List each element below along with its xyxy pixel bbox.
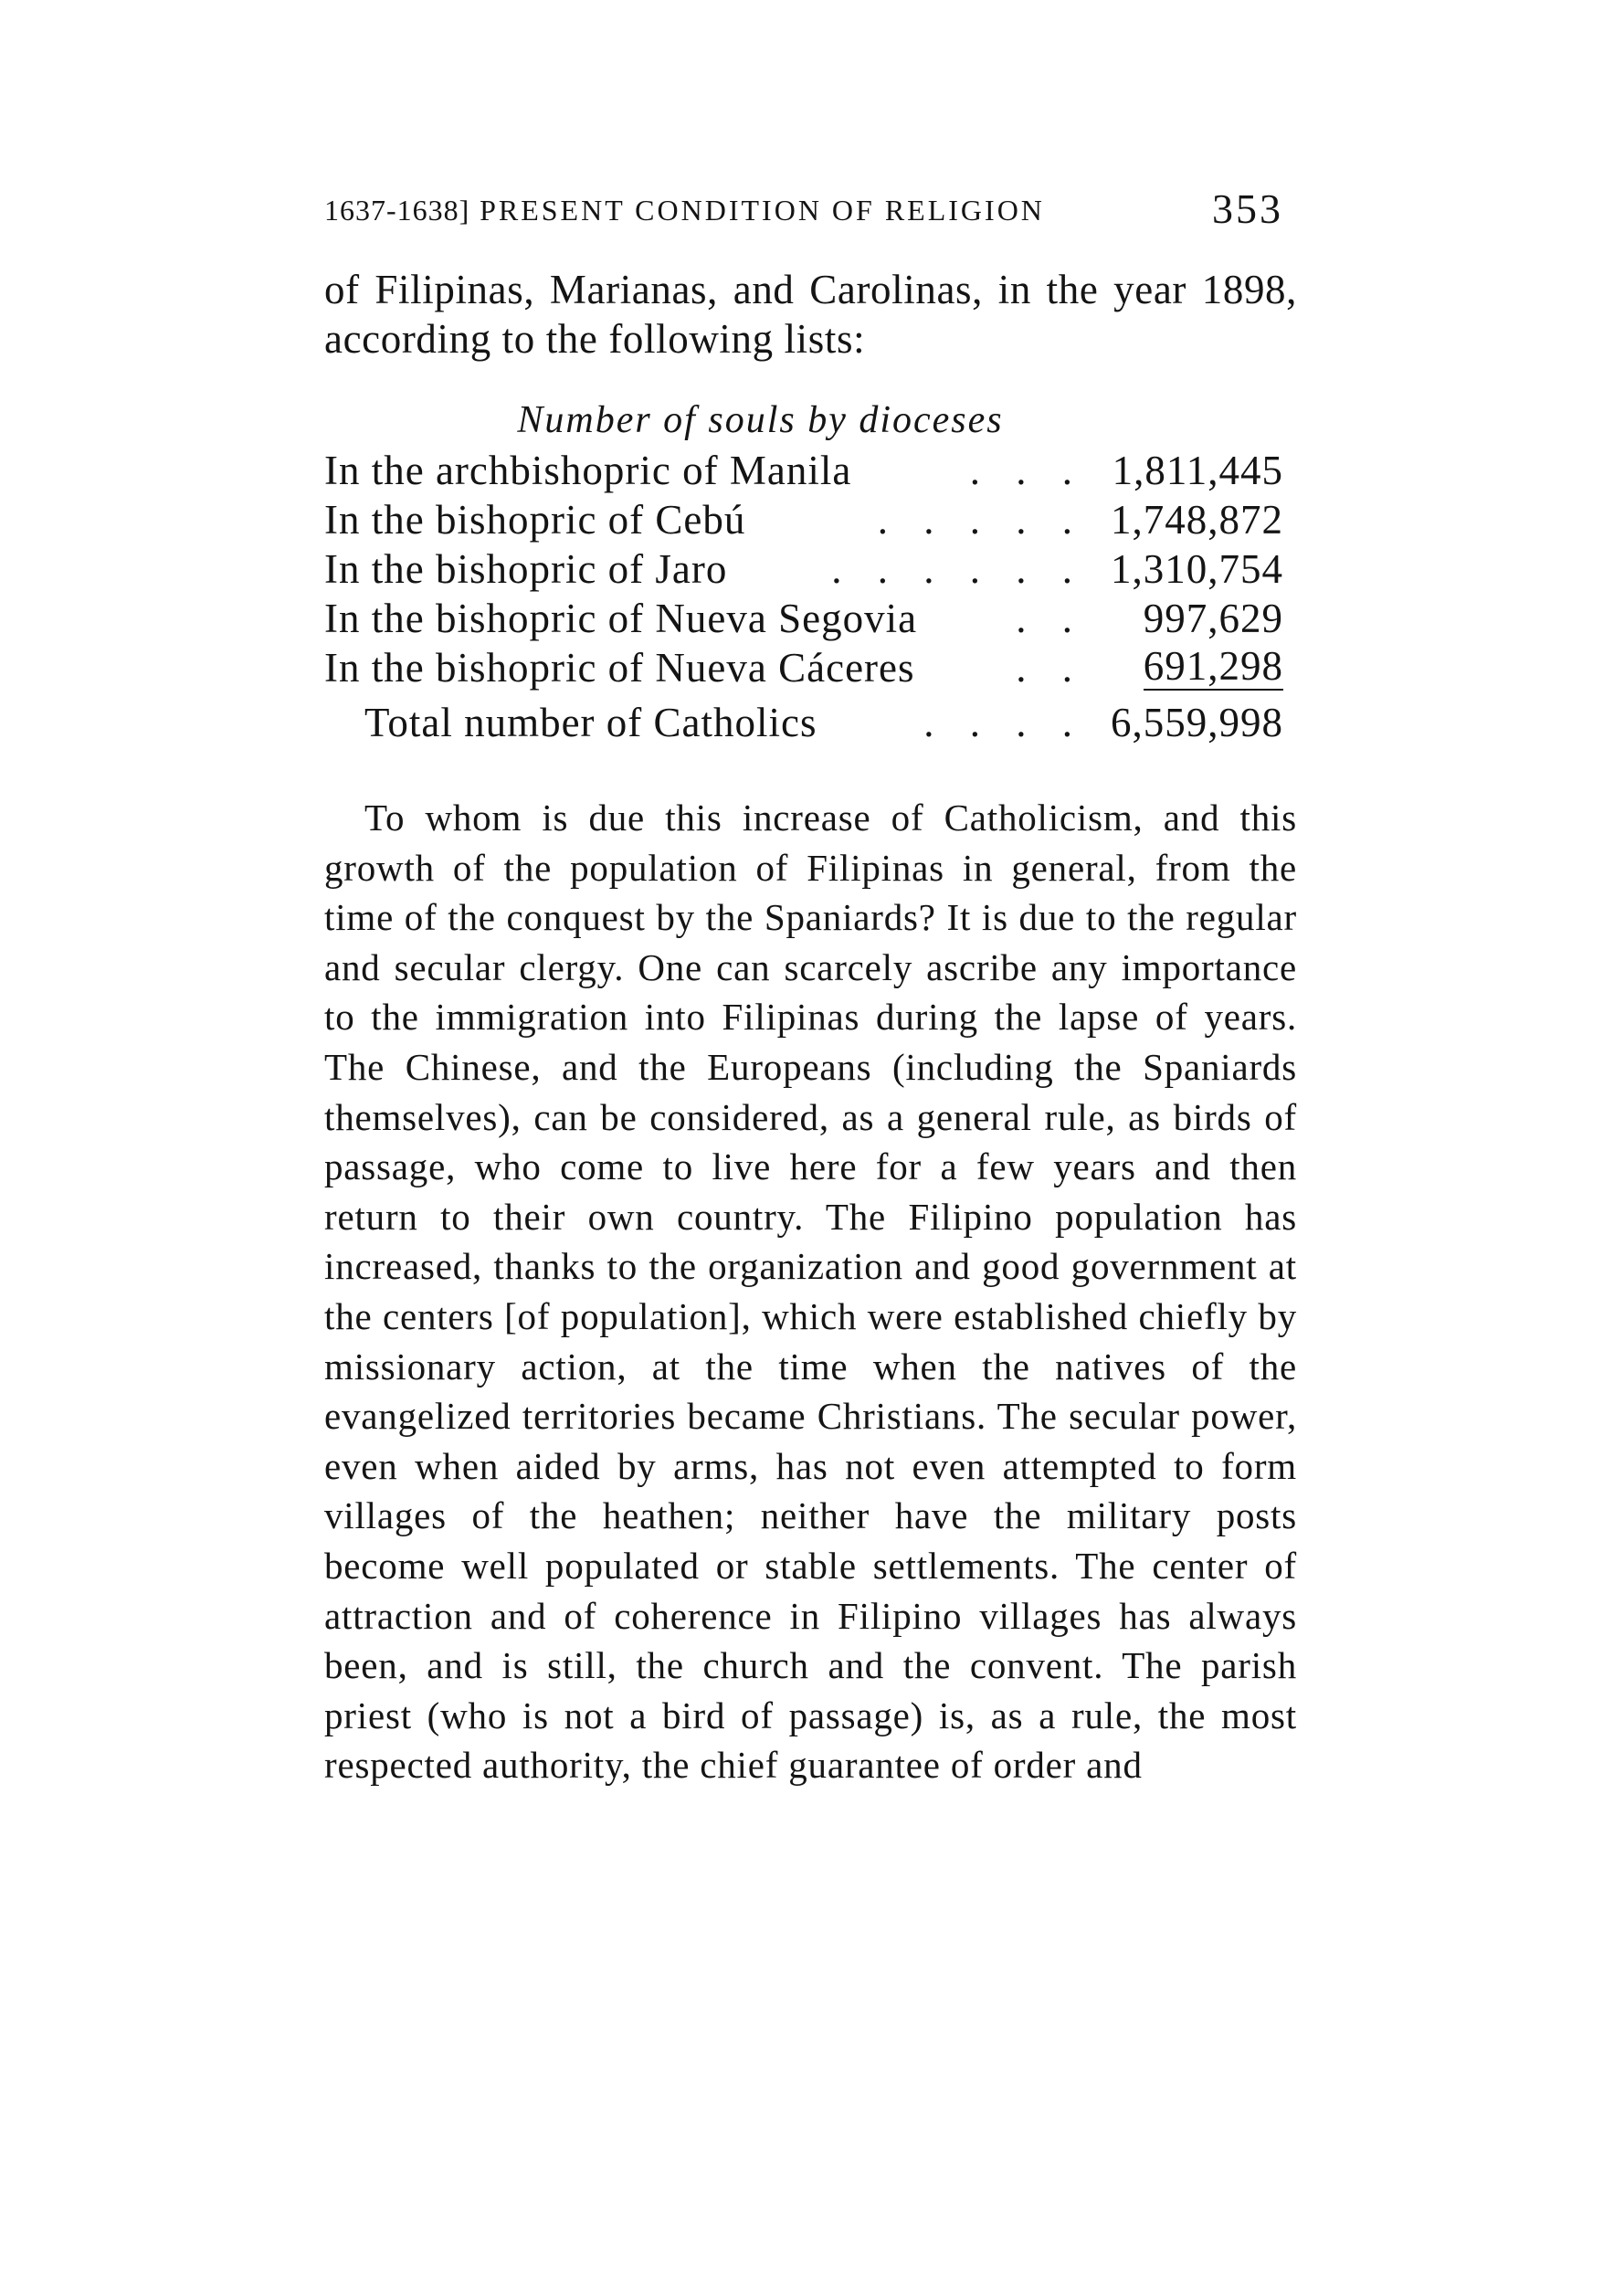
intro-text: of Filipinas, Marianas, and Carolinas, in the year 1898, according to the following lists: <box>324 267 1297 362</box>
total-row <box>324 698 1297 747</box>
diocese-souls: 997,629 <box>1143 596 1283 641</box>
diocese-souls: 1,748,872 <box>1111 497 1283 543</box>
diocese-name: In the bishopric of Jaro <box>324 546 728 592</box>
diocese-name: In the bishopric of Cebú <box>324 497 746 543</box>
table-row <box>324 495 1297 544</box>
leader-dots: . . . . <box>923 700 1085 745</box>
dioceses-table <box>324 446 1297 747</box>
diocese-name: In the bishopric of Nueva Segovia <box>324 596 918 641</box>
diocese-souls: 1,310,754 <box>1111 546 1283 592</box>
leader-dots: . . . . . . <box>831 546 1085 592</box>
book-page <box>324 185 1297 1790</box>
leader-dots: . . . <box>969 448 1085 493</box>
page-number: 353 <box>1212 185 1283 232</box>
leader-dots: . . <box>1016 596 1085 641</box>
header-dates: 1637-1638] <box>324 194 470 227</box>
total-value: 6,559,998 <box>1111 700 1283 745</box>
leader-dots: . . <box>1016 645 1085 691</box>
table-row <box>324 594 1297 643</box>
diocese-souls: 691,298 <box>1143 643 1283 689</box>
total-label: Total number of Catholics <box>364 700 817 745</box>
header-title: PRESENT CONDITION OF RELIGION <box>480 194 1045 227</box>
table-row <box>324 446 1297 495</box>
running-title <box>324 192 1045 228</box>
diocese-souls: 1,811,445 <box>1112 448 1283 493</box>
body-paragraph: To whom is due this increase of Catholicism, and this growth of the population of Filipinas in general, from the time of the conquest by the Spaniards? It is due to the regular and secular clergy. One can scarcely ascribe any importance to the immigration into Filipinas during the lapse of years. The Chinese, and the Europeans (including the Spaniards themselves), can be considered, as a general rule, as birds of passage, who come to live here for a few years and then return to their own country. The Filipino population has increased, thanks to the organization and good government at the centers [of population], which were established chiefly by missionary action, at the time when the natives of the evangelized territories became Christians. The secular power, even when aided by arms, has not even attempted to form villages of the heathen; neither have the military posts become well populated or stable settlements. The center of attraction and of coherence in Filipino villages has always been, and is still, the church and the convent. The parish priest (who is not a bird of passage) is, as a rule, the most respected authority, the chief guarantee of order and <box>324 797 1297 1787</box>
table-row <box>324 643 1297 692</box>
diocese-name: In the archbishopric of Manila <box>324 448 852 493</box>
leader-dots: . . . . . <box>877 497 1085 543</box>
diocese-name: In the bishopric of Nueva Cáceres <box>324 645 915 691</box>
table-caption: Number of souls by dioceses <box>517 399 1004 441</box>
table-row <box>324 544 1297 594</box>
running-head <box>324 185 1297 237</box>
